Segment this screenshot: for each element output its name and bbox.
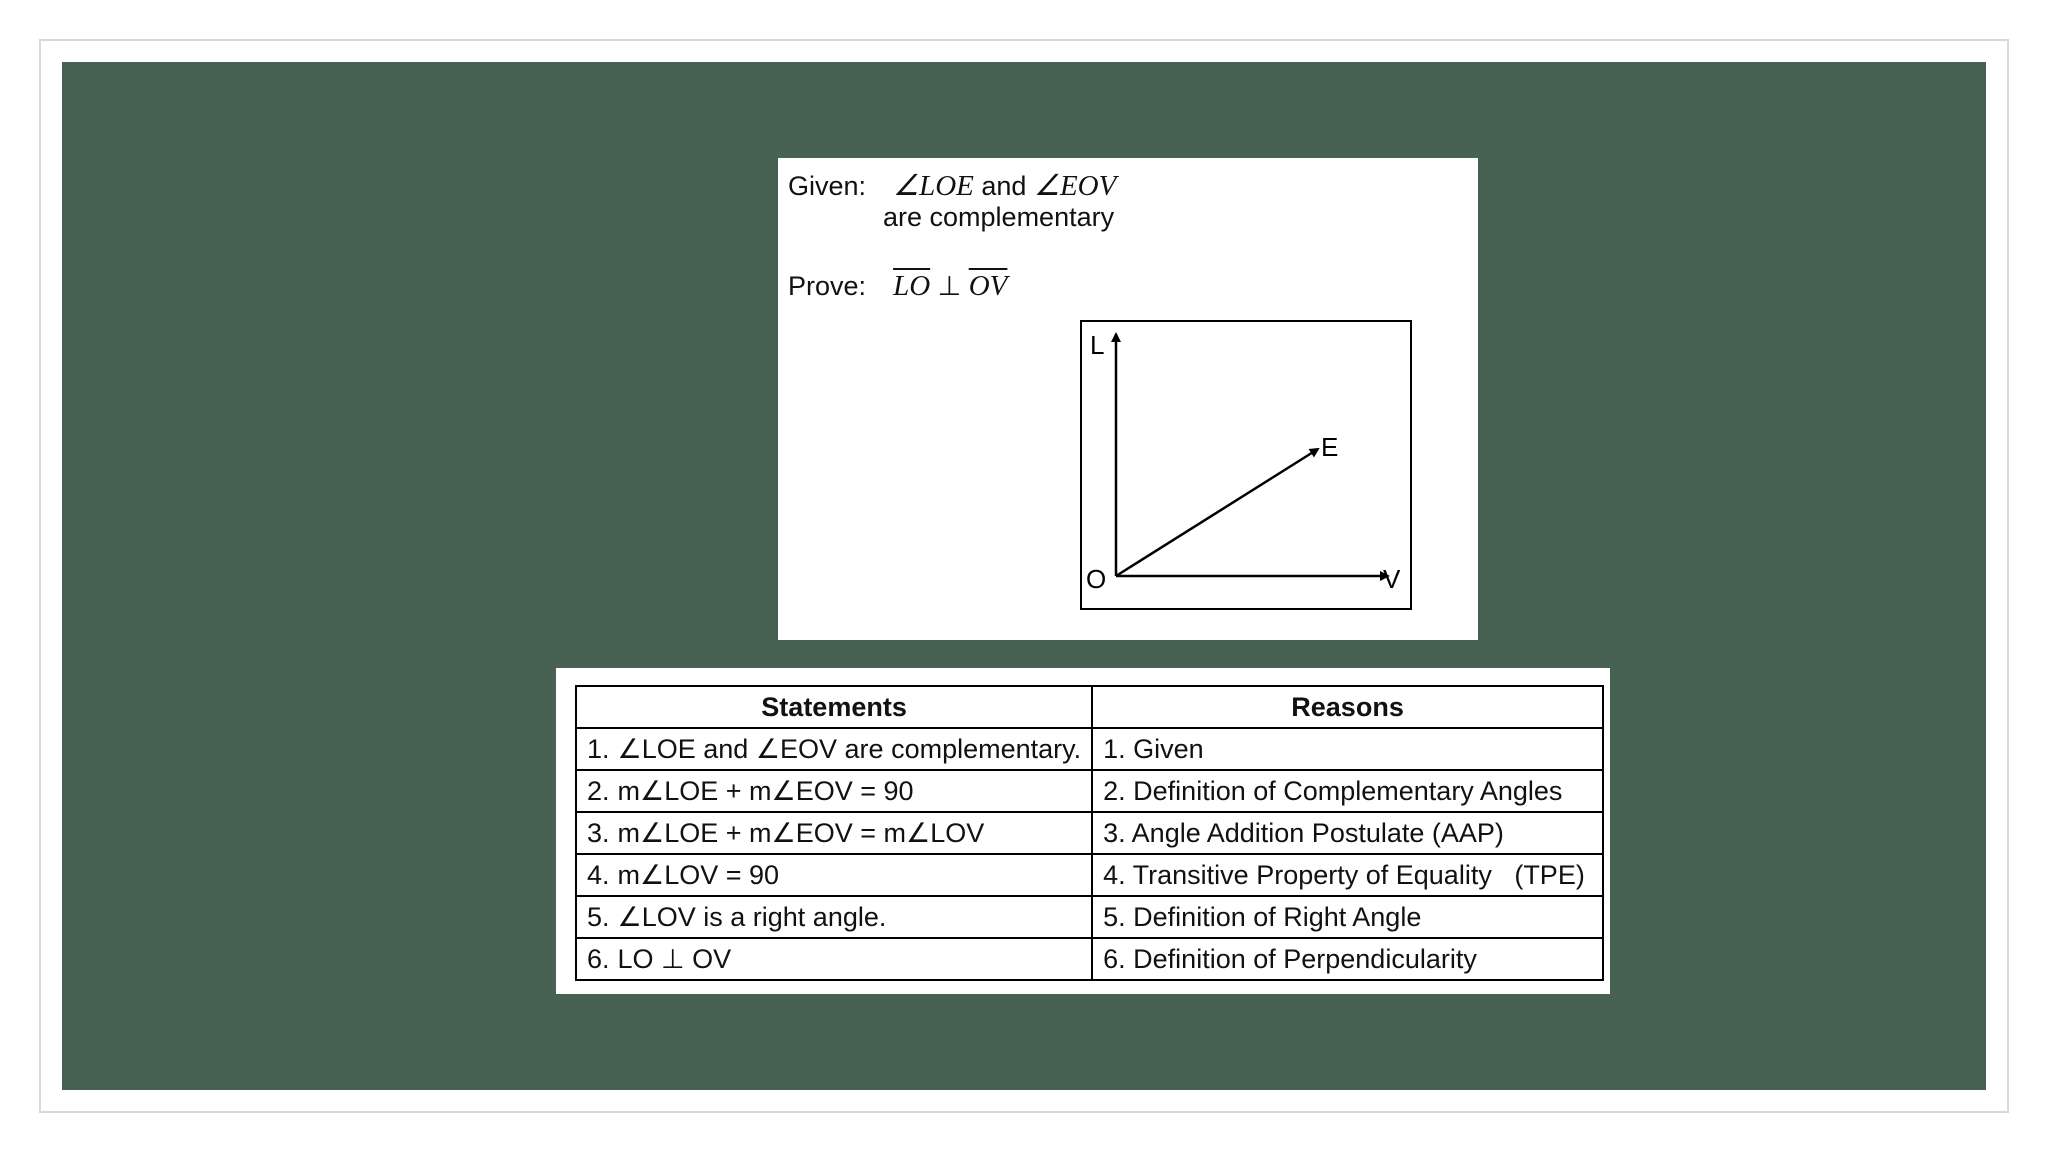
table-row bbox=[576, 770, 1603, 812]
angle-eov: ∠EOV bbox=[1033, 170, 1117, 202]
table-row bbox=[576, 938, 1603, 980]
perpendicular-symbol: ⊥ bbox=[937, 271, 962, 301]
ray-oe bbox=[1116, 449, 1318, 576]
reason-cell: 1. Given bbox=[1092, 728, 1603, 770]
reason-cell: 4. Transitive Property of Equality (TPE) bbox=[1092, 854, 1603, 896]
point-label-l: L bbox=[1090, 330, 1105, 360]
statement-cell: 2. m∠LOE + m∠EOV = 90 bbox=[576, 770, 1092, 812]
given-and: and bbox=[981, 171, 1027, 201]
point-label-v: V bbox=[1383, 564, 1401, 594]
prove-line bbox=[788, 270, 1007, 303]
header-reasons: Reasons bbox=[1092, 686, 1603, 728]
prove-label: Prove: bbox=[788, 271, 867, 301]
slide bbox=[62, 62, 1986, 1090]
point-label-o: O bbox=[1086, 564, 1107, 594]
given-prove-panel bbox=[778, 158, 1478, 640]
header-statements: Statements bbox=[576, 686, 1092, 728]
reason-cell: 3. Angle Addition Postulate (AAP) bbox=[1092, 812, 1603, 854]
angle-diagram bbox=[1080, 320, 1412, 610]
table-row bbox=[576, 812, 1603, 854]
given-label: Given: bbox=[788, 171, 867, 201]
point-label-e: E bbox=[1321, 432, 1339, 462]
table-row bbox=[576, 896, 1603, 938]
reason-cell: 2. Definition of Complementary Angles bbox=[1092, 770, 1603, 812]
statement-cell: 3. m∠LOE + m∠EOV = m∠LOV bbox=[576, 812, 1092, 854]
statement-cell: 5. ∠LOV is a right angle. bbox=[576, 896, 1092, 938]
table-header-row bbox=[576, 686, 1603, 728]
given-line-2: are complementary bbox=[883, 202, 1115, 232]
angle-diagram-svg bbox=[1082, 322, 1410, 608]
angle-loe: ∠LOE bbox=[893, 170, 974, 202]
statement-cell: 4. m∠LOV = 90 bbox=[576, 854, 1092, 896]
table-row bbox=[576, 728, 1603, 770]
two-column-proof-table bbox=[575, 685, 1604, 981]
table-row bbox=[576, 854, 1603, 896]
statement-cell: 1. ∠LOE and ∠EOV are complementary. bbox=[576, 728, 1092, 770]
given-line-1 bbox=[788, 168, 1116, 203]
segment-ov: $\overline{OV}$ bbox=[968, 270, 1008, 302]
statement-cell: 6. LO ⊥ OV bbox=[576, 938, 1092, 980]
reason-cell: 6. Definition of Perpendicularity bbox=[1092, 938, 1603, 980]
segment-lo: $\overline{LO}$ bbox=[893, 270, 931, 302]
reason-cell: 5. Definition of Right Angle bbox=[1092, 896, 1603, 938]
proof-panel bbox=[556, 668, 1610, 994]
